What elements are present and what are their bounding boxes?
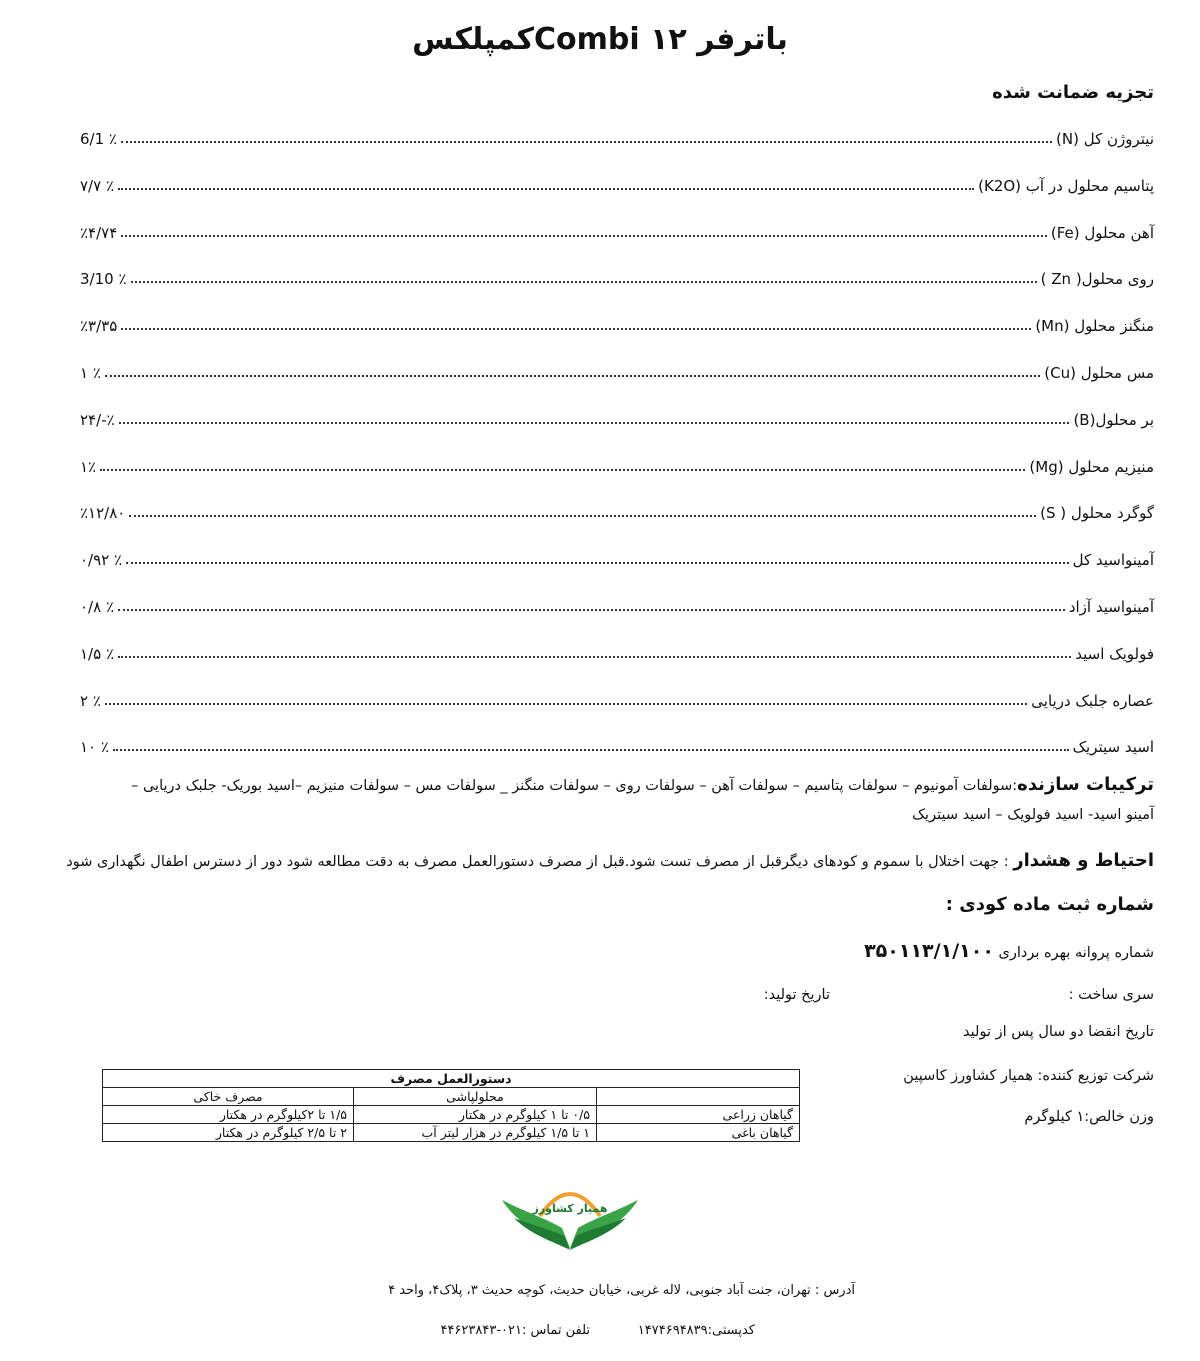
usage-table-header-soil: مصرف خاکی [103,1088,354,1106]
composition-block [80,772,1154,799]
analysis-label: آمینواسید آزاد [1068,598,1154,616]
analysis-row [80,309,1154,335]
analysis-value: ٪ ۱/۵ [80,644,114,663]
dotted-leader [121,327,1031,330]
analysis-row [80,216,1154,242]
analysis-row [80,590,1154,616]
composition-line2: آمینو اسید- اسید فولویک – اسید سیتریک [912,807,1154,823]
table-cell-crop: گیاهان زراعی [597,1106,800,1124]
table-row [103,1124,800,1142]
dotted-leader [121,234,1047,237]
dotted-leader [118,187,974,190]
table-cell-foliar: ۰/۵ تا ۱ کیلوگرم در هکتار [354,1106,597,1124]
analysis-row [80,684,1154,710]
analysis-label: پتاسیم محلول در آب (K2O) [978,176,1154,195]
analysis-row [80,543,1154,569]
registration-heading: شماره ثبت ماده کودی : [945,894,1154,915]
analysis-row [80,450,1154,476]
expiry-text: تاریخ انقضا دو سال پس از تولید [963,1024,1154,1040]
analysis-value: ٪۴/۷۴ [80,223,118,242]
analysis-label: گوگرد محلول ( S) [1040,504,1154,523]
footer-address: آدرس : تهران، جنت آباد جنوبی، لاله غربی، خیابان حدیث، کوچه حدیث ۳، پلاک۴، واحد ۴ [388,1283,855,1298]
usage-table-header-foliar: محلولپاشی [354,1088,597,1106]
dotted-leader [126,561,1069,564]
analysis-row [80,730,1154,756]
warning-text: : جهت اختلال با سموم و کودهای دیگرقبل از مصرف تست شود.قبل از مصرف دستورالعمل مصرف به دقت مطالعه شود دور از دسترس اطفال نگهداری شود [66,854,1009,870]
table-cell-soil: ۱/۵ تا ۲کیلوگرم در هکتار [103,1106,354,1124]
analysis-value: ٪ ۰/۸ [80,598,114,616]
table-cell-soil: ۲ تا ۲/۵ کیلوگرم در هکتار [103,1124,354,1142]
table-row [103,1106,800,1124]
dotted-leader [129,514,1036,517]
analysis-value: ٪ 3/10 [80,270,127,289]
analysis-heading: تجزیه ضمانت شده [992,82,1154,103]
dotted-leader [100,468,1025,471]
company-logo [500,1178,640,1258]
footer-postal: کدپستی:۱۴۷۴۶۹۴۸۳۹ [637,1323,755,1338]
analysis-value: ٪ ۱۰ [80,738,109,757]
analysis-row [80,262,1154,288]
analysis-value: ٪ ۰/۹۲ [80,551,123,570]
license-line [864,938,1154,966]
dotted-leader [118,608,1065,611]
composition-line1: :سولفات آمونیوم – سولفات پتاسیم – سولفات آهن – سولفات روی – سولفات منگنز _ سولفات مس – سولفات منیزیم –اسید بوریک- جلبک دریایی – [131,778,1018,794]
analysis-value: ٪-/۲۴ [80,410,115,429]
dotted-leader [131,280,1037,283]
analysis-value: ٪ ۱ [80,364,101,382]
composition-heading: ترکیبات سازنده [1017,774,1154,795]
analysis-label: منیزیم محلول (Mg) [1029,457,1154,476]
analysis-value: ۱٪ [80,457,97,476]
analysis-value: ٪ 6/1 [80,130,117,148]
analysis-label: نیتروژن کل (N) [1056,130,1154,148]
analysis-label: منگنز محلول (Mn) [1035,317,1154,336]
dotted-leader [113,748,1069,751]
analysis-value: ٪۳/۳۵ [80,317,118,336]
net-weight-text: وزن خالص:۱ کیلوگرم [1024,1109,1154,1125]
analysis-label: مس محلول (Cu) [1044,364,1154,382]
usage-table-header-row [103,1088,800,1106]
dotted-leader [105,702,1027,705]
analysis-row [80,496,1154,522]
analysis-label: بر محلول(B) [1073,410,1154,429]
dotted-leader [119,421,1070,424]
dotted-leader [105,374,1040,377]
license-value: ۳۵۰۱۱۳/۱/۱۰۰ [864,940,994,962]
dotted-leader [121,140,1052,143]
table-cell-crop: گیاهان باغی [597,1124,800,1142]
distributor-text: شرکت توزیع کننده: همیار کشاورز کاسپین [903,1068,1154,1084]
logo-text: همیار کشاورز [532,1202,608,1215]
analysis-value: ٪ ۲ [80,691,101,710]
analysis-label: آمینواسید کل [1072,551,1154,570]
analysis-row [80,637,1154,663]
analysis-label: اسید سیتریک [1072,738,1154,757]
analysis-row [80,403,1154,429]
license-label: شماره پروانه بهره برداری [998,945,1154,961]
analysis-label: فولویک اسید [1075,644,1154,663]
usage-table-title: دستورالعمل مصرف [103,1070,800,1088]
analysis-value: ٪۱۲/۸۰ [80,504,126,523]
usage-table [102,1069,800,1142]
analysis-value: ٪ ۷/۷ [80,176,114,195]
table-cell-foliar: ۱ تا ۱/۵ کیلوگرم در هزار لیتر آب [354,1124,597,1142]
footer-phone: تلفن تماس :۰۲۱-۴۴۶۲۳۸۴۳ [440,1323,590,1338]
warning-heading: احتیاط و هشدار [1013,850,1154,871]
analysis-row [80,122,1154,148]
analysis-label: عصاره جلبک دریایی [1031,691,1154,710]
usage-table-title-row [103,1070,800,1088]
analysis-label: آهن محلول (Fe) [1050,223,1154,242]
analysis-label: روی محلول( Zn ) [1040,270,1154,289]
batch-label: سری ساخت : [1068,987,1154,1003]
product-title: باترفر ۱۲ Combiکمپلکس [412,22,788,57]
usage-table-header-crop [597,1088,800,1106]
analysis-row [80,169,1154,195]
dotted-leader [118,655,1071,658]
analysis-row [80,356,1154,382]
production-date-label: تاریخ تولید: [763,987,830,1003]
warning-block [50,848,1154,875]
